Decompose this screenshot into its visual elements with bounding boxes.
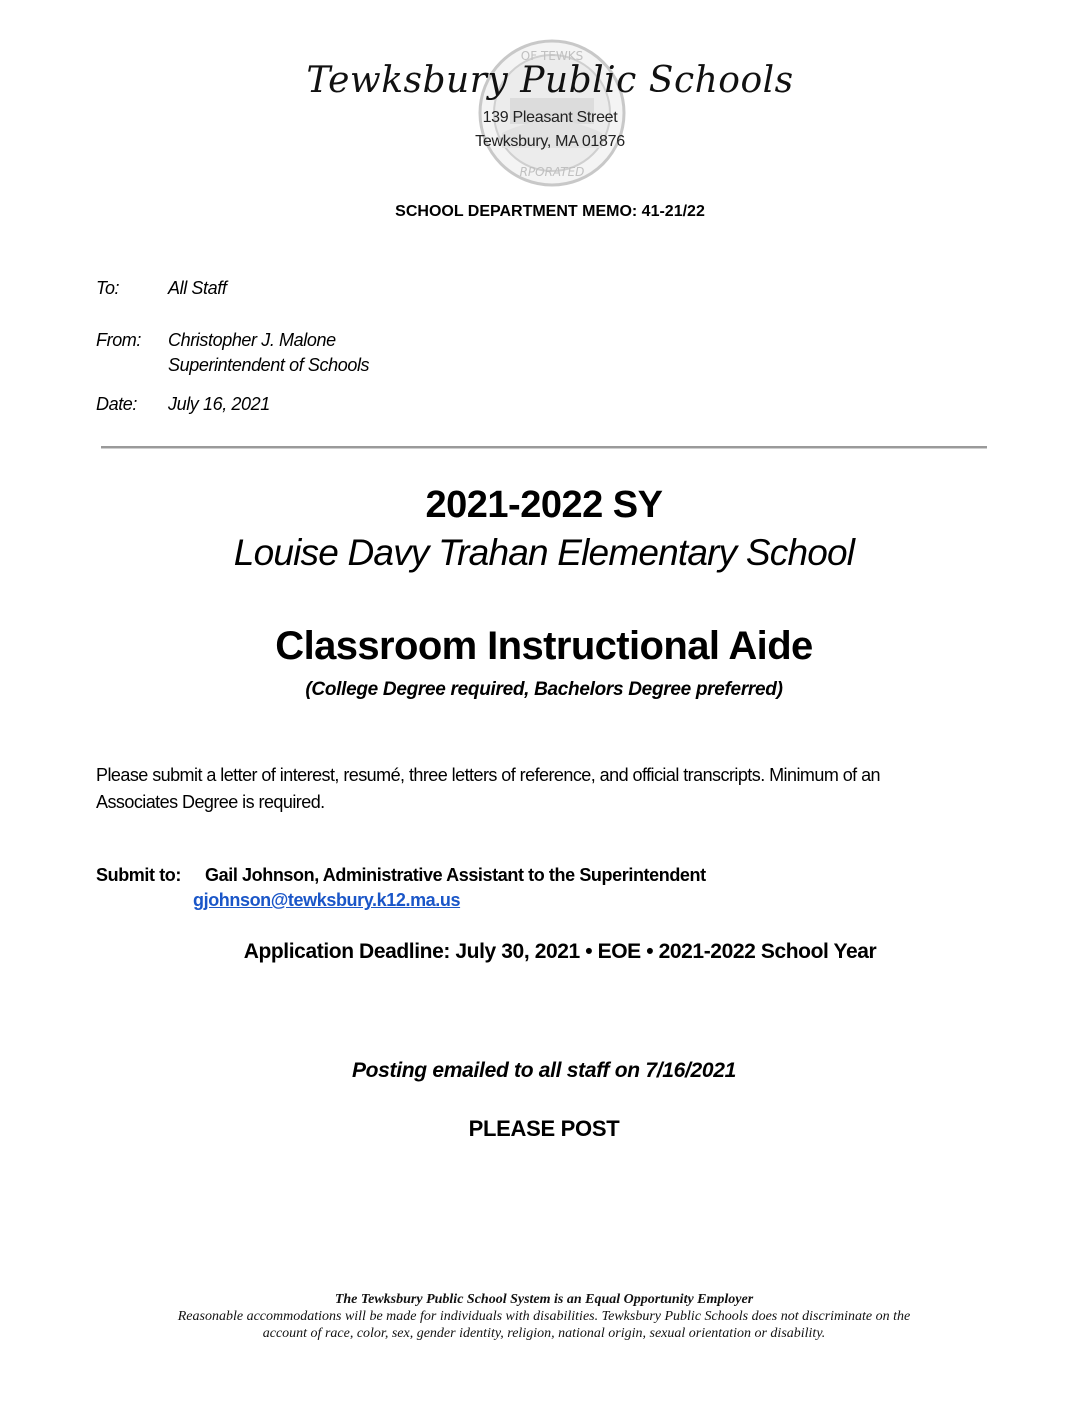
submit-email-link[interactable]: gjohnson@tewksbury.k12.ma.us bbox=[193, 890, 461, 910]
position-title: Classroom Instructional Aide bbox=[275, 624, 813, 668]
footer-accommodations: Reasonable accommodations will be made for individuals with disabilities. Tewksbury Public Schools does not discriminate on the bbox=[177, 1309, 911, 1324]
posted-note: Posting emailed to all staff on 7/16/2021 bbox=[351, 1059, 737, 1082]
divider bbox=[101, 446, 987, 449]
date-value: July 16, 2021 bbox=[168, 394, 270, 414]
requirements-note: (College Degree required, Bachelors Degree preferred) bbox=[305, 679, 783, 700]
school-title: Louise Davy Trahan Elementary School bbox=[233, 532, 855, 573]
date-label: Date: bbox=[96, 394, 138, 414]
to-value: All Staff bbox=[168, 278, 227, 298]
svg-text:RPORATED: RPORATED bbox=[519, 165, 585, 179]
submit-label: Submit to: bbox=[96, 865, 181, 885]
submit-to-contact: Gail Johnson, Administrative Assistant to the Superintendent bbox=[205, 865, 706, 885]
organization-name: Tewksbury Public Schools bbox=[306, 60, 794, 101]
application-deadline: Application Deadline: July 30, 2021 • EOE • 2021-2022 School Year bbox=[243, 940, 877, 963]
school-year-title: 2021-2022 SY bbox=[425, 484, 663, 526]
svg-text:OF TEWKS: OF TEWKS bbox=[520, 49, 584, 63]
address-street: 139 Pleasant Street bbox=[482, 109, 618, 126]
application-instructions: Please submit a letter of interest, resumé, three letters of reference, and official transcripts. Minimum of an Associates Degree is required. bbox=[96, 765, 880, 812]
footer-nondiscrimination: account of race, color, sex, gender identity, religion, national origin, sexual orientation or disability. bbox=[262, 1326, 826, 1341]
from-value: Christopher J. Malone bbox=[168, 330, 336, 350]
memo-number: SCHOOL DEPARTMENT MEMO: 41-21/22 bbox=[395, 203, 705, 220]
from-title: Superintendent of Schools bbox=[168, 355, 370, 375]
to-label: To: bbox=[96, 278, 120, 298]
footer-eoe-statement: The Tewksbury Public School System is an Equal Opportunity Employer bbox=[334, 1292, 754, 1307]
from-label: From: bbox=[96, 330, 141, 350]
please-post: PLEASE POST bbox=[468, 1116, 620, 1141]
address-city: Tewksbury, MA 01876 bbox=[475, 133, 625, 150]
